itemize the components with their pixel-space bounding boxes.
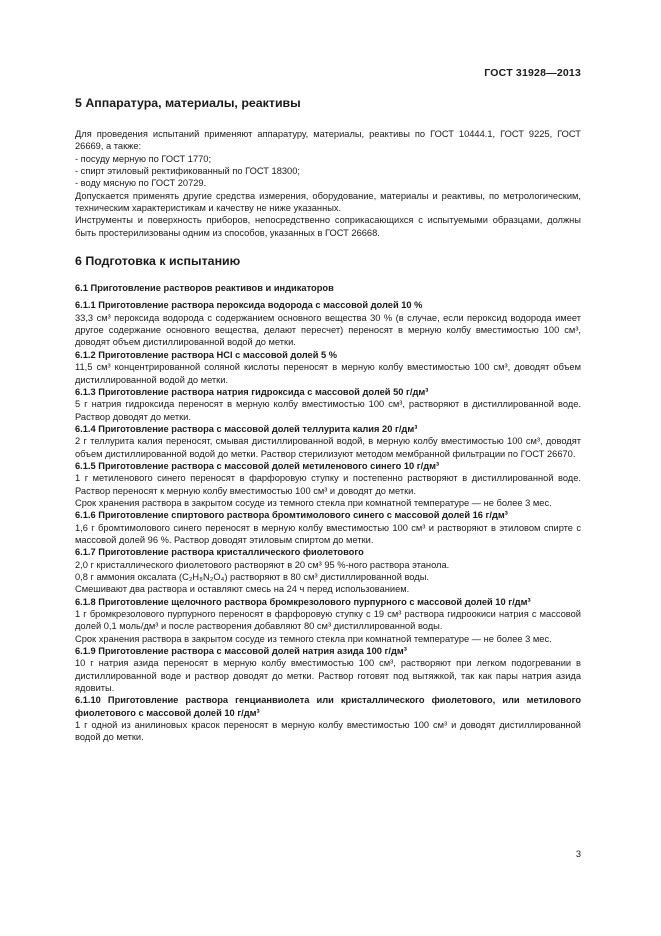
section-5-paragraph-2: Допускается применять другие средства измерения, оборудование, материалы и реактивы, по метрологическим, техническим характеристикам и качеству не ниже указанных. <box>75 190 581 214</box>
section-5-paragraph-3: Инструменты и поверхность приборов, непосредственно соприкасающихся с испытуемыми образцами, должны быть простерилизованы одним из способов, указанных в ГОСТ 26668. <box>75 215 581 238</box>
subsection-6-1-7-text-1: 2,0 г кристаллического фиолетового растворяют в 20 см³ 95 %-ного раствора этанола. <box>75 559 450 570</box>
subsection-6-1-10-heading: 6.1.10 Приготовление раствора генцианвиолета или кристаллического фиолетового, или метилового фиолетового с массовой долей 10 г/дм³ <box>75 695 581 718</box>
section-6-heading: 6 Подготовка к испытанию <box>75 254 241 269</box>
subsection-6-1-8-heading: 6.1.8 Приготовление щелочного раствора бромкрезолового пурпурного с массовой долей 10 г/дм³ <box>75 596 531 607</box>
subsection-6-1-2-heading: 6.1.2 Приготовление раствора HCl с массовой долей 5 % <box>75 349 338 360</box>
subsection-6-1-10-text: 1 г одной из анилиновых красок переносят в мерную колбу вместимостью 100 см³ и доводят дистиллированной водой до метки. <box>75 720 581 743</box>
subsection-6-1-9-heading: 6.1.9 Приготовление раствора с массовой долей натрия азида 100 г/дм³ <box>75 646 407 657</box>
subsection-6-1-5-text-1: 1 г метиленового синего переносят в фарфоровую ступку и постепенно растворяют в дистиллированной воде. Раствор переносят к мерную колбу вместимостью 100 см³ и доводят до метки. <box>75 473 581 496</box>
subsection-6-1-5-text-2: Срок хранения раствора в закрытом сосуде из темного стекла при комнатной температуре — не более 3 мес. <box>75 497 552 508</box>
subsection-6-1-1-heading: 6.1.1 Приготовление раствора пероксида водорода с массовой долей 10 % <box>75 300 423 311</box>
section-5-heading: 5 Аппаратура, материалы, реактивы <box>75 96 301 110</box>
subsection-6-1-5-heading: 6.1.5 Приготовление раствора с массовой долей метиленового синего 10 г/дм³ <box>75 460 440 471</box>
subsection-6-1-7-text-3: Смешивают два раствора и оставляют смесь на 24 ч перед использованием. <box>75 584 410 595</box>
section-5-paragraph-1: Для проведения испытаний применяют аппаратуру, материалы, реактивы по ГОСТ 10444.1, ГОСТ 9225, ГОСТ 26669, а также: <box>75 129 581 152</box>
subsection-6-1-4-text: 2 г теллурита калия переносят, смывая дистиллированной водой, в мерную колбу вместимостью 100 см³, доводят объем дистиллированной водой до метки. Раствор стерилизуют методом мембранной фильтрации по ГОСТ 26670. <box>75 436 581 459</box>
subsection-6-1-4-heading: 6.1.4 Приготовление раствора с массовой долей теллурита калия 20 г/дм³ <box>75 423 418 434</box>
page-number: 3 <box>575 849 581 859</box>
section-5-list-item: - спирт этиловый ректификованный по ГОСТ 18300; <box>75 166 300 177</box>
subsection-6-1-3-text: 5 г натрия гидроксида переносят в мерную колбу вместимостью 100 см³, растворяют в дистиллированной воде. Раствор доводят до метки. <box>75 399 581 422</box>
document-id: ГОСТ 31928—2013 <box>484 67 581 79</box>
page-content <box>75 95 581 744</box>
subsection-6-1-8-text-1: 1 г бромкрезолового пурпурного переносят в фарфоровую ступку с 19 см³ раствора гидроокиси натрия с массовой долей 0,1 моль/дм³ и после растворения добавляют 80 см³ дистиллированной воды. <box>75 609 581 632</box>
subsection-6-1-7-text-2: 0,8 г аммония оксалата (C₂H₈N₂O₄) растворяют в 80 см³ дистиллированной воды. <box>75 572 429 582</box>
subsection-6-1-9-text: 10 г натрия азида переносят в мерную колбу вместимостью 100 см³, растворяют при легком подогревании в дистиллированной воде и раствор доводят до метки. Раствор готовят под вытяжкой, так как пары натрия азида ядовиты. <box>75 658 581 694</box>
subsection-6-1-8-text-2: Срок хранения раствора в закрытом сосуде из темного стекла при комнатной температуре — не более 3 мес. <box>75 633 552 644</box>
subsection-6-1-3-heading: 6.1.3 Приготовление раствора натрия гидроксида с массовой долей 50 г/дм³ <box>75 386 429 397</box>
subsection-6-1-heading: 6.1 Приготовление растворов реактивов и индикаторов <box>75 283 334 294</box>
section-5-list-item: - воду мясную по ГОСТ 20729. <box>75 178 207 189</box>
subsection-6-1-7-heading: 6.1.7 Приготовление раствора кристаллического фиолетового <box>75 547 364 558</box>
subsection-6-1-1-text: 33,3 см³ пероксида водорода с содержанием основного вещества 30 % (в случае, если пероксид водорода имеет другое содержание основного вещества, делают пересчет) переносят в мерную колбу вместимостью 100 см³, доводят объем дистиллированной водой до метки. <box>75 312 581 348</box>
subsection-6-1-6-text: 1,6 г бромтимолового синего переносят в мерную колбу вместимостью 100 см³ и растворяют в этиловом спирте с массовой долей 96 %. Раствор доводят этиловым спиртом до метки. <box>75 522 581 545</box>
subsection-6-1-2-text: 11,5 см³ концентрированной соляной кислоты переносят в мерную колбу вместимостью 100 см³, доводят объем дистиллированной водой до метки. <box>75 362 581 385</box>
section-5-list-item: - посуду мерную по ГОСТ 1770; <box>75 153 212 164</box>
subsection-6-1-6-heading: 6.1.6 Приготовление спиртового раствора бромтимолового синего с массовой долей 16 г/дм³ <box>75 510 508 521</box>
